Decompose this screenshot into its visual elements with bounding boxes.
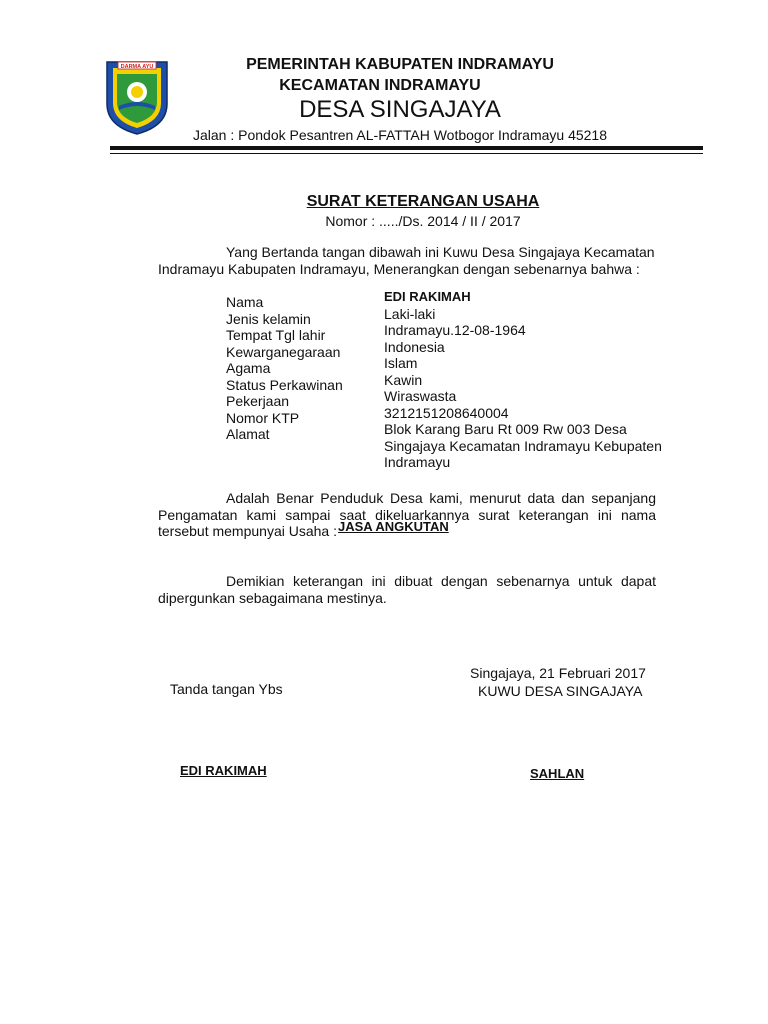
letterhead-government: PEMERINTAH KABUPATEN INDRAMAYU xyxy=(246,56,554,73)
closing-paragraph xyxy=(158,573,656,606)
letterhead-rule-thick xyxy=(110,146,703,150)
value-agama: Islam xyxy=(384,355,418,371)
label-tempat-tgl-lahir: Tempat Tgl lahir xyxy=(226,327,326,343)
label-jenis-kelamin: Jenis kelamin xyxy=(226,310,311,327)
value-kewarganegaraan: Indonesia xyxy=(384,338,445,355)
letter-number: Nomor : ...../Ds. 2014 / II / 2017 xyxy=(325,213,521,229)
letterhead-village: DESA SINGAJAYA xyxy=(299,96,501,123)
value-status-perkawinan: Kawin xyxy=(384,371,423,388)
value-alamat-line-1: Blok Karang Baru Rt 009 Rw 003 Desa xyxy=(384,421,627,437)
business-type: JASA ANGKUTAN xyxy=(338,519,449,534)
logo-text: DARMA AYU xyxy=(120,64,154,70)
label-pekerjaan: Pekerjaan xyxy=(226,393,290,409)
label-status-perkawinan: Status Perkawinan xyxy=(226,376,343,393)
letterhead-address: Jalan : Pondok Pesantren AL-FATTAH Wotbogor Indramayu 45218 xyxy=(192,127,607,143)
statement-line-1: Adalah Benar Penduduk Desa kami, menurut data dan sepanjang xyxy=(226,490,656,506)
label-nomor-ktp: Nomor KTP xyxy=(226,409,300,426)
signature-left-name: EDI RAKIMAH xyxy=(180,763,267,778)
value-nama: EDI RAKIMAH xyxy=(384,289,471,304)
label-alamat: Alamat xyxy=(226,426,270,442)
identity-labels xyxy=(226,294,343,443)
label-kewarganegaraan: Kewarganegaraan xyxy=(226,343,341,360)
value-jenis-kelamin: Laki-laki xyxy=(384,305,436,322)
statement-line-2: Pengamatan kami sampai saat dikeluarkannya surat keterangan ini nama xyxy=(158,506,656,523)
value-pekerjaan: Wiraswasta xyxy=(384,388,457,404)
letterhead-district: KECAMATAN INDRAMAYU xyxy=(279,77,481,94)
label-nama: Nama xyxy=(226,294,264,310)
intro-paragraph xyxy=(158,244,658,277)
identity-values xyxy=(384,289,666,471)
value-alamat-line-3: Indramayu xyxy=(384,454,451,470)
statement-line-3: tersebut mempunyai Usaha : xyxy=(158,523,337,539)
value-alamat-line-2: Singajaya Kecamatan Indramayu Kebupaten xyxy=(384,437,662,454)
intro-line-2: Indramayu Kabupaten Indramayu, Menerangkan dengan sebenarnya bahwa : xyxy=(158,260,640,277)
value-nomor-ktp: 3212151208640004 xyxy=(384,404,509,421)
intro-line-1: Yang Bertanda tangan dibawah ini Kuwu Desa Singajaya Kecamatan xyxy=(226,244,655,260)
letter-title: SURAT KETERANGAN USAHA xyxy=(306,193,540,210)
letterhead-rule-thin xyxy=(110,153,703,154)
signature-office: KUWU DESA SINGAJAYA xyxy=(478,683,643,699)
closing-line-1: Demikian keterangan ini dibuat dengan sebenarnya untuk dapat xyxy=(226,573,656,589)
signature-left-label: Tanda tangan Ybs xyxy=(170,681,283,697)
signature-place-date: Singajaya, 21 Februari 2017 xyxy=(470,665,646,681)
closing-line-2: dipergunkan sebagaimana mestinya. xyxy=(158,589,387,606)
label-agama: Agama xyxy=(226,360,271,376)
value-tempat-tgl-lahir: Indramayu.12-08-1964 xyxy=(384,322,526,338)
signature-right-name: SAHLAN xyxy=(530,766,585,781)
